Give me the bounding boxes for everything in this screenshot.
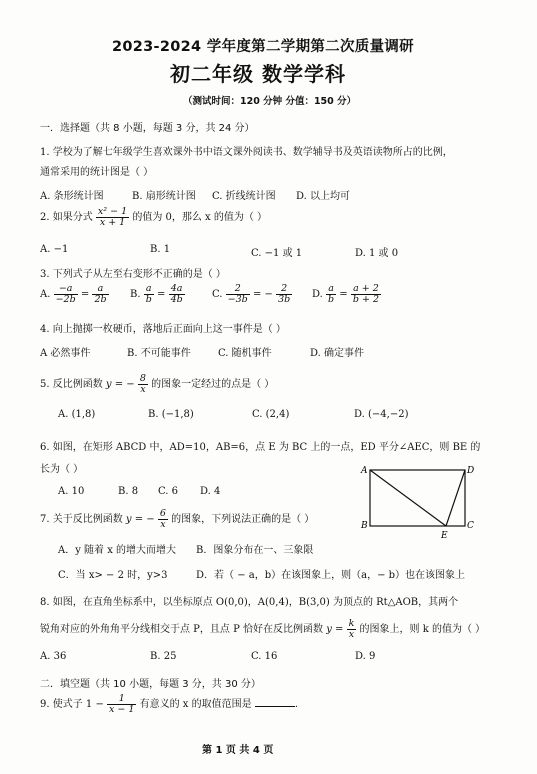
q4-option-d: D. 确定事件	[310, 348, 365, 359]
q9-post: 有意义的 x 的取值范围是	[139, 699, 252, 710]
q9-lead: 1 −	[85, 699, 104, 710]
q3a-n2: a	[92, 284, 108, 295]
q3c-d2: 3b	[278, 294, 291, 305]
q5-fraction	[138, 374, 148, 395]
q5-denominator: x	[140, 384, 146, 395]
q1-option-c: C. 折线统计图	[212, 191, 276, 202]
q7-option-a: A．y 随着 x 的增大而增大	[58, 545, 177, 556]
q3b-n2: 4a	[169, 284, 185, 295]
q4-option-a: A 必然事件	[40, 348, 91, 359]
question-3: 3. 下列式子从左至右变形不正确的是（ ）	[40, 269, 226, 280]
q3c-minus: −	[264, 289, 273, 300]
q2-option-a: A. −1	[40, 244, 69, 255]
label-e: E	[441, 531, 448, 541]
q9-pre: 9. 使式子	[40, 699, 83, 710]
q7-post: 的图象，下列说法正确的是（ ）	[171, 514, 315, 525]
q2-fraction	[96, 207, 129, 228]
q3c-n2: 2	[276, 284, 292, 295]
label-c: C	[467, 521, 474, 531]
q3b-n1: a	[144, 284, 154, 295]
q3c-d1: −3b	[227, 294, 248, 305]
q1-option-d: D. 以上均可	[296, 191, 351, 202]
q3a-d1: −2b	[55, 294, 76, 305]
q8-option-d: D. 9	[355, 651, 376, 662]
q2-option-d: D. 1 或 0	[355, 248, 399, 259]
q7-denominator: x	[160, 519, 166, 530]
q9-answer-blank	[255, 697, 295, 707]
q3d-label: D.	[312, 289, 323, 300]
q5-option-b: B. (−1,8)	[148, 409, 194, 420]
question-1-line2: 通常采用的统计图是（ ）	[40, 167, 154, 178]
q3a-frac-right	[92, 284, 108, 305]
question-5	[40, 374, 274, 395]
segment-ae	[370, 470, 446, 526]
q8-line2-pre: 锐角对应的外角角平分线相交于点 P，且点 P 恰好在反比例函数	[40, 624, 323, 635]
q5-func: y = −	[105, 379, 135, 390]
q7-fraction	[158, 509, 168, 530]
exam-info: （测试时间：120 分钟 分值：150 分）	[183, 96, 357, 107]
q6-option-c: C. 6	[158, 486, 179, 497]
q4-option-c: C. 随机事件	[218, 348, 272, 359]
section-heading-fill: 二．填空题（共 10 小题，每题 3 分，共 30 分）	[40, 679, 261, 690]
label-b: B	[361, 521, 368, 531]
q2-option-b: B. 1	[150, 244, 171, 255]
q3d-d1: b	[328, 294, 335, 305]
q3b-d2: 4b	[170, 294, 183, 305]
q7-option-c: C．当 x> − 2 时，y>3	[58, 570, 168, 581]
q3c-label: C.	[212, 289, 223, 300]
q2-numerator: x² − 1	[97, 206, 128, 217]
q7-pre: 7. 关于反比例函数	[40, 514, 123, 525]
q3-option-d: D. $\frac{a}{b}$ = $\frac{a + 2}{b + 2}$	[312, 283, 379, 305]
q2-denominator: x + 1	[99, 217, 126, 228]
question-8-line2	[40, 619, 485, 640]
q8-option-b: B. 25	[150, 651, 177, 662]
q9-fraction	[107, 694, 136, 715]
q1-option-a: A. 条形统计图	[40, 191, 104, 202]
q8-option-c: C. 16	[251, 651, 278, 662]
q3a-n1: −a	[54, 284, 78, 295]
q3b-label: B.	[130, 289, 141, 300]
q7-func: y = −	[125, 514, 155, 525]
q3d-n2: a + 2	[351, 284, 381, 295]
question-4: 4. 向上抛掷一枚硬币，落地后正面向上这一事件是（ ）	[40, 324, 286, 335]
q4-option-b: B. 不可能事件	[127, 348, 191, 359]
q3c-frac-left	[226, 284, 250, 305]
q3c-n1: 2	[226, 284, 250, 295]
q9-numerator: 1	[107, 694, 136, 705]
q6-option-b: B. 8	[118, 486, 139, 497]
q3d-frac-right	[351, 284, 381, 305]
exam-title: 2023-2024 学年度第二学期第二次质量调研	[112, 39, 414, 55]
q8-option-a: A. 36	[40, 651, 67, 662]
q8-denominator: x	[348, 629, 355, 640]
q5-option-a: A. (1,8)	[58, 409, 96, 420]
section-heading-choice: 一．选择题（共 8 小题，每题 3 分，共 24 分）	[40, 123, 255, 134]
q3a-label: A.	[40, 289, 51, 300]
label-d: D	[467, 466, 475, 476]
q5-numerator: 8	[139, 373, 146, 384]
q3-option-b: B. $\frac{a}{b}$ = $\frac{4a}{4b}$	[130, 283, 183, 305]
q8-func: y =	[326, 624, 344, 635]
q5-pre: 5. 反比例函数	[40, 379, 103, 390]
q3a-frac-left	[54, 284, 78, 305]
q8-numerator: k	[348, 618, 355, 629]
q8-fraction	[347, 619, 357, 640]
rect-abcd	[370, 470, 465, 526]
label-a: A	[361, 466, 368, 476]
q5-option-d: D. (−4,−2)	[354, 409, 409, 420]
q3d-n1: a	[326, 284, 336, 295]
question-8-line1: 8. 如图，在直角坐标系中，以坐标原点 O(0,0)，A(0,4)，B(3,0) 为顶点的 Rt△AOB，其两个	[40, 597, 459, 608]
question-2	[40, 207, 267, 228]
q3d-d2: b + 2	[352, 294, 379, 305]
question-7	[40, 509, 314, 530]
q3d-frac-left	[326, 284, 336, 305]
q3b-frac-right	[169, 284, 185, 305]
q3b-frac-left	[144, 284, 154, 305]
q5-post: 的图象一定经过的点是（ ）	[151, 379, 275, 390]
q5-option-c: C. (2,4)	[252, 409, 290, 420]
q9-denominator: x − 1	[109, 704, 135, 715]
question-6-line2: 长为（ ）	[40, 464, 84, 475]
q8-line2-post: 的图象上，则 k 的值为（ ）	[359, 624, 486, 635]
q3b-d1: b	[145, 294, 152, 305]
q1-option-b: B. 扇形统计图	[132, 191, 196, 202]
exam-subtitle: 初二年级 数学学科	[170, 62, 346, 86]
q6-option-d: D. 4	[200, 486, 221, 497]
q7-option-d: D．若（ − a，b）在该图象上，则（a，− b）也在该图象上	[196, 570, 466, 581]
q7-option-b: B．图象分布在一、三象限	[196, 545, 314, 556]
page-footer: 第 1 页 共 4 页	[202, 745, 274, 756]
question-6-line1: 6. 如图，在矩形 ABCD 中，AD=10，AB=6，点 E 为 BC 上的一点，ED 平分∠AEC，则 BE 的	[40, 442, 481, 453]
q6-option-a: A. 10	[58, 486, 85, 497]
q3a-d2: 2b	[94, 294, 107, 305]
segment-de	[446, 470, 465, 526]
question-1-line1: 1. 学校为了解七年级学生喜欢课外书中语文课外阅读书、数学辅导书及英语读物所占的比例，	[40, 147, 453, 158]
q2-pre: 2. 如果分式	[40, 212, 93, 223]
q3-option-a: A. $\frac{-a}{-2b}$ = $\frac{a}{2b}$	[40, 283, 107, 305]
q7-numerator: 6	[159, 508, 166, 519]
q6-rectangle-figure	[360, 462, 480, 542]
q3-option-c: C. $\frac{2}{-3b}$ = − $\frac{2}{3b}$	[212, 283, 291, 305]
q3c-frac-right	[276, 284, 292, 305]
q2-option-c: C. −1 或 1	[251, 248, 303, 259]
q2-post: 的值为 0，那么 x 的值为（ ）	[132, 212, 268, 223]
question-9: 9. 使式子 1 − $\frac{1}{x - 1}$ 有意义的 x 的取值范围是 .	[40, 693, 298, 715]
